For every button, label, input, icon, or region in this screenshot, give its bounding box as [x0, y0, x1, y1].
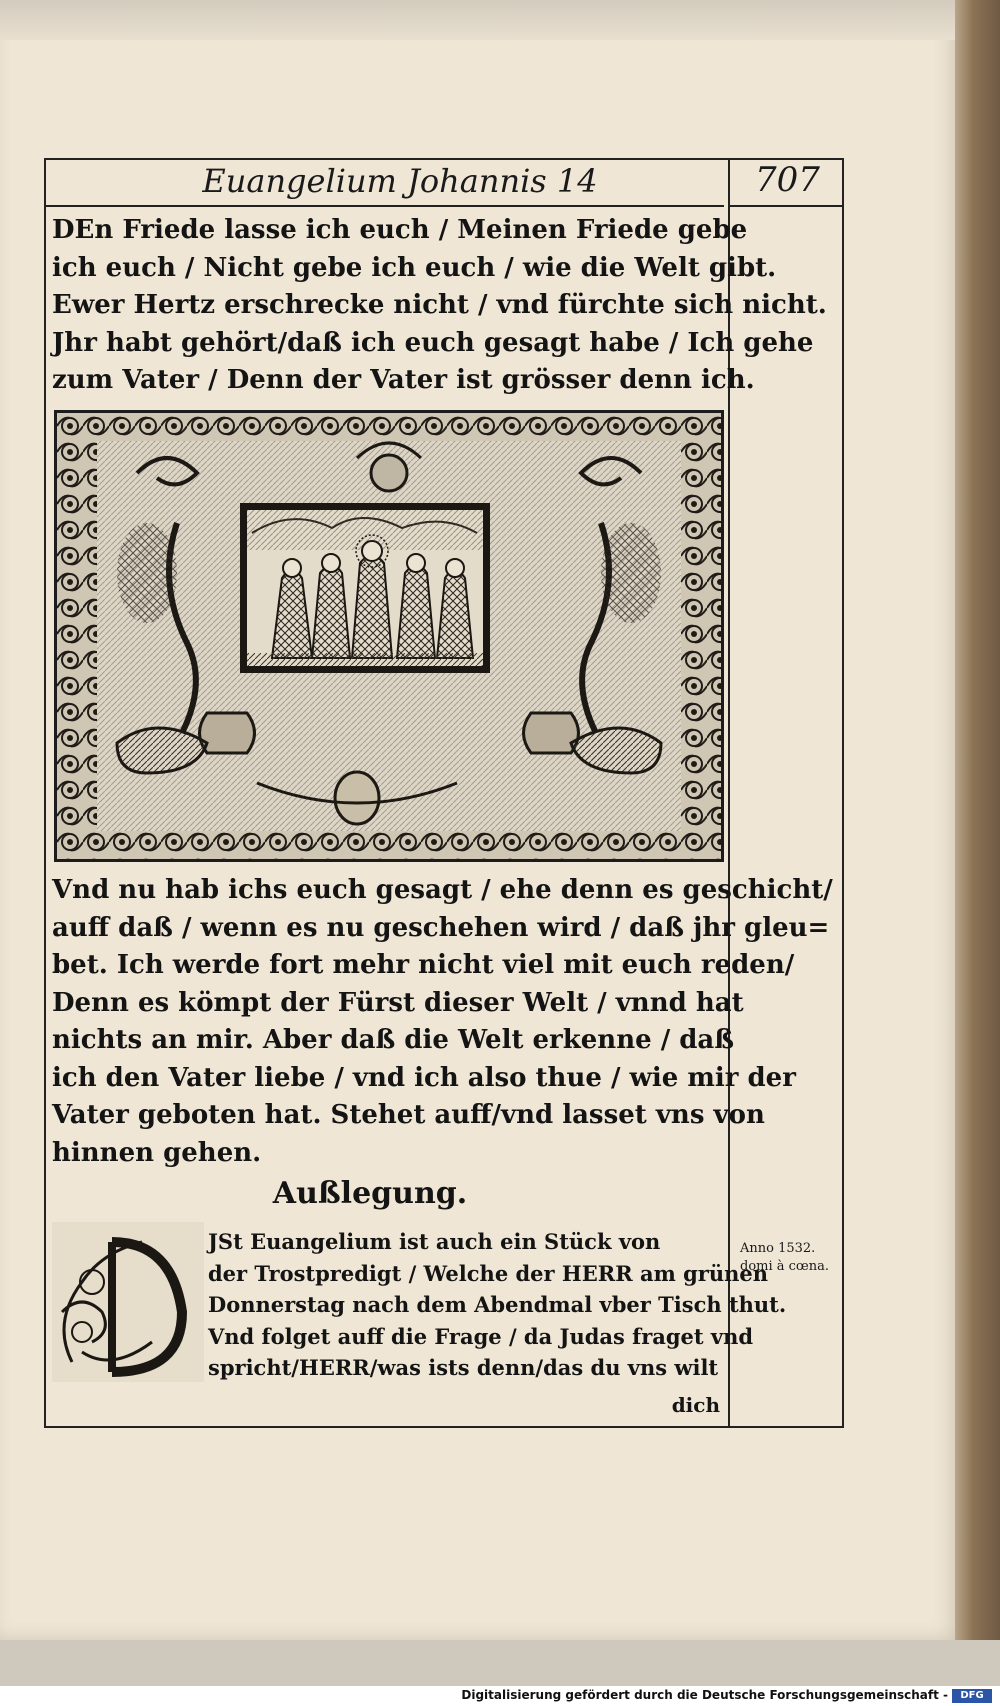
text-line: Vater geboten hat. Stehet auff/vnd lasset vns von [52, 1100, 765, 1130]
text-line: Vnd folget auff die Frage / da Judas fraget vnd [208, 1323, 754, 1349]
book-spine [955, 0, 1000, 1640]
text-line: ich euch / Nicht gebe ich euch / wie die Welt gibt. [52, 252, 777, 283]
decorated-initial [52, 1222, 204, 1382]
marginal-note-line: Anno 1532. [740, 1241, 816, 1256]
running-head: Euangelium Johannis 14 [202, 162, 598, 200]
marginal-note-line: domi à cœna. [740, 1259, 830, 1274]
margin-header-rule [728, 205, 844, 207]
text-line: Jhr habt gehört/daß ich euch gesagt habe / Ich gehe [52, 327, 814, 358]
text-line: zum Vater / Denn der Vater ist grösser denn ich. [52, 365, 755, 395]
scripture-bottom [52, 872, 833, 1172]
text-line: der Trostpredigt / Welche der HERR am grünen [208, 1260, 769, 1286]
text-line: Donnerstag nach dem Abendmal vber Tisch thut. [208, 1292, 787, 1317]
text-line: auff daß / wenn es nu geschehen wird / daß jhr gleu= [52, 912, 830, 943]
funding-notice: Digitalisierung gefördert durch die Deutsche Forschungsgemeinschaft - [461, 1688, 948, 1702]
catchword: dich [671, 1393, 720, 1417]
text-line: Denn es kömpt der Fürst dieser Welt / vnnd hat [52, 987, 744, 1018]
header-rule [44, 205, 724, 207]
text-line: Vnd nu hab ichs euch gesagt / ehe denn es geschicht/ [52, 875, 833, 905]
text-line: Ewer Hertz erschrecke nicht / vnd fürchte sich nicht. [52, 290, 827, 320]
text-line: spricht/HERR/was ists denn/das du vns wilt [208, 1355, 719, 1380]
page-number: 707 [755, 160, 820, 200]
text-line: nichts an mir. Aber daß die Welt erkenne / daß [52, 1025, 735, 1055]
woodcut-illustration [54, 410, 724, 862]
page-top-edge [0, 0, 1000, 40]
commentary-heading: Außlegung. [272, 1176, 468, 1211]
initial-ornament [52, 1222, 204, 1382]
scripture-top [52, 212, 827, 400]
text-line: hinnen gehen. [52, 1137, 262, 1168]
marginal-note [740, 1240, 840, 1276]
text-line: JSt Euangelium ist auch ein Stück von [208, 1229, 661, 1254]
text-line: ich den Vater liebe / vnd ich also thue / wie mir der [52, 1062, 796, 1093]
dfg-logo: DFG [952, 1689, 992, 1703]
text-line: DEn Friede lasse ich euch / Meinen Friede gebe [52, 215, 748, 245]
text-line: bet. Ich werde fort mehr nicht viel mit euch reden/ [52, 950, 795, 980]
woodcut-drawing [57, 413, 721, 859]
